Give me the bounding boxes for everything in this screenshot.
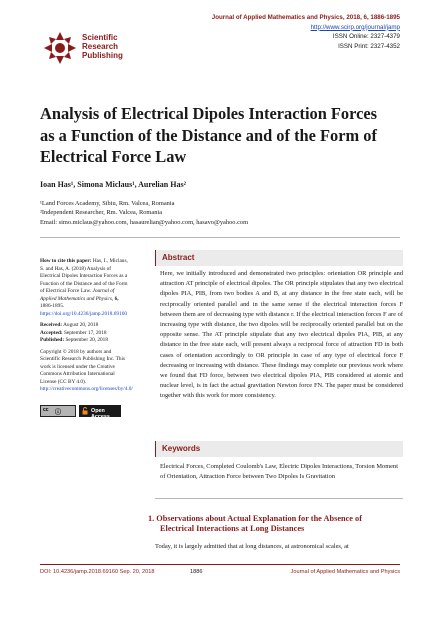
journal-citation: Journal of Applied Mathematics and Physics, 2018, 6, 1886-1895 (211, 14, 400, 21)
journal-info (212, 13, 400, 51)
open-access-badge[interactable] (79, 405, 121, 420)
footer-rule (40, 564, 400, 565)
footer-doi: DOI: 10.4236/jamp.2018.69160 Sep. 20, 2018 (40, 569, 155, 575)
affiliation-2: ²Independent Researcher, Rm. Valcea, Romania (40, 209, 163, 217)
paper-title: Analysis of Electrical Dipoles Interaction Forces as a Function of the Distance and of the Form of Electrical Force Law (40, 104, 378, 166)
paper-authors: Ioan Has¹, Simona Miclaus¹, Aurelian Has² (40, 180, 186, 189)
affiliation-1: ¹Land Forces Academy, Sibiu, Rm. Valcea, Romania (40, 200, 175, 207)
abstract-heading: Abstract (162, 252, 195, 262)
keywords-text: Electrical Forces, Completed Coulomb's Law, Electric Dipoles Interactions, Torsion Moment of Orientation, Attraction Force between Two Dipoles Is Gravitation (160, 463, 398, 481)
copyright-notice: Copyright © 2018 by authors and Scientific Research Publishing Inc. This work is licensed under the Creative Commons Attribution International License (CC BY 4.0). http://creativecommons.org/licenses/by/4.0/ (40, 348, 133, 392)
unlock-icon (82, 407, 88, 415)
publication-dates: Received: August 20, 2018 Accepted: September 17, 2018 Published: September 20, 2018 (40, 322, 108, 343)
keywords-heading-bar (155, 441, 403, 457)
divider (155, 498, 403, 499)
issn-print: ISSN Print: 2327-4352 (338, 42, 400, 50)
issn-online: ISSN Online: 2327-4379 (332, 33, 400, 41)
cc-by-badge[interactable] (40, 405, 76, 417)
doi-link[interactable]: https://doi.org/10.4236/jamp.2018.69160 (40, 310, 128, 317)
license-link[interactable]: http://creativecommons.org/licenses/by/4.0/ (40, 386, 133, 392)
citation-sidebar (40, 258, 132, 398)
body-text: Today, it is largely admitted that at long distances, at astronomical scales, at (155, 543, 349, 550)
journal-url-link[interactable]: http://www.scirp.org/journal/jamp (310, 23, 400, 31)
page-number: 1886 (190, 569, 203, 575)
divider (40, 237, 400, 238)
keywords-heading: Keywords (162, 443, 201, 453)
abstract-heading-bar (155, 250, 403, 266)
publisher-logo-icon (42, 30, 78, 66)
section-heading: 1. Observations about Actual Explanation for the Absence of Electrical Interactions at Long Distances (148, 514, 362, 534)
author-email: Email: simo.miclaus@yahoo.com, hasaurelian@yahoo.com, hasavo@yahoo.com (40, 218, 249, 226)
affiliations (40, 199, 248, 227)
open-access-label: Open Access (91, 407, 110, 420)
abstract-text: Here, we initially introduced and demonstrated two principles: orientation OR principle and attraction AT principle of electrical dipoles. The OR principle stipulates that any two electrical dipoles PIA, PIB, from two bodies A and B, at any distance in the free state each, will be reciprocally oriented parallel and in the same sense if the electrical interaction forces F between them are of decreasing type with distance r. If the electrical interaction forces F are of increasing type with distance, the two dipoles will be reciprocally oriented parallel but on the opposite sense. The AT principle stipulate that any two electrical dipoles PIA, PIB, at any distance in the free state each, will present always a reciprocal force of attraction FD in both cases of orientation accordingly to OR principle in case of any type of electrical force F decreasing or increasing with distance. These findings may complete our previous work where we found that FD force, between two electrical dipoles PIA, PIB considered at atomic and nuclear level, is in fact the actual gravitation Newton force FN. The paper must be considered together with this work for more consistency. (160, 270, 403, 400)
footer-journal: Journal of Applied Mathematics and Physics (290, 569, 400, 575)
by-icon: ⓘ (55, 410, 62, 416)
publisher-name: Scientific Research Publishing (82, 33, 123, 61)
cc-icon: cc (43, 407, 49, 413)
publisher-logo (42, 30, 162, 66)
how-to-cite: How to cite this paper: Has, I., Miclaus, S. and Has, A. (2018) Analysis of Electrical Dipoles Interaction Forces as a Function of the Distance and of the Form of Electrical Force Law. Journal of Applied Mathematics and Physics, 6, 1886-1895. https://doi.org/10.4236/jamp.2018.69160 (40, 258, 128, 317)
